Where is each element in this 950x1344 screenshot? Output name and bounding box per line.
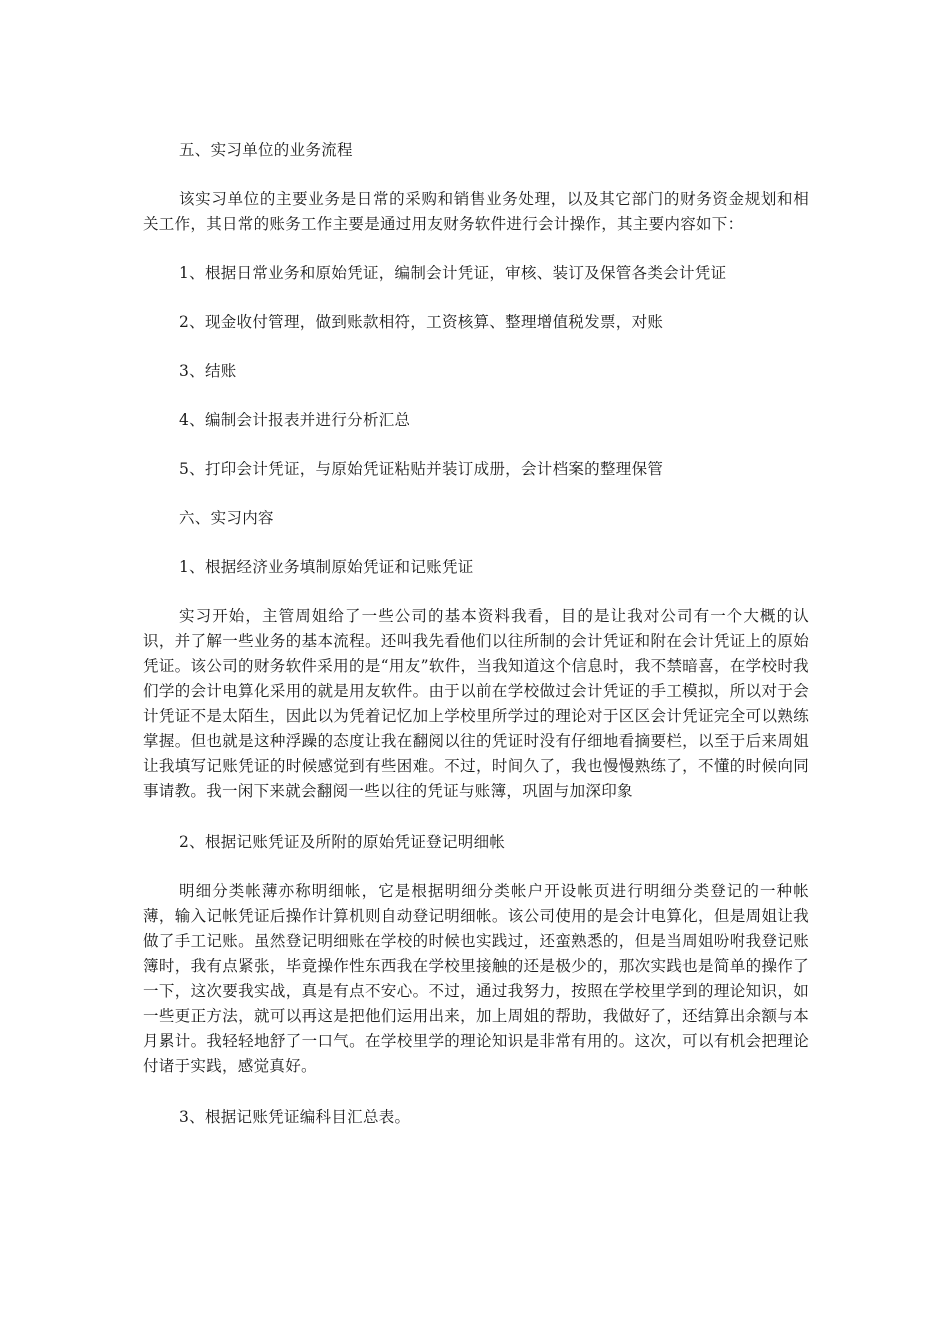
list-item-1: 1、根据日常业务和原始凭证，编制会计凭证，审核、装订及保管各类会计凭证 [179,264,727,282]
subheading-2: 2、根据记账凭证及所附的原始凭证登记明细帐 [179,833,506,851]
subheading-1: 1、根据经济业务填制原始凭证和记账凭证 [179,558,474,576]
list-item-2: 2、现金收付管理，做到账款相符，工资核算、整理增值税发票，对账 [179,313,664,331]
list-item-5: 5、打印会计凭证，与原始凭证粘贴并装订成册，会计档案的整理保管 [179,460,664,478]
subheading-3: 3、根据记账凭证编科目汇总表。 [179,1108,411,1126]
list-item-3: 3、结账 [179,362,237,380]
paragraph-business-overview: 该实习单位的主要业务是日常的采购和销售业务处理，以及其它部门的财务资金规划和相关工作，其日常的账务工作主要是通过用友财务软件进行会计操作，其主要内容如下： [143,190,809,233]
document-body [143,138,809,1154]
section-heading-5: 五、实习单位的业务流程 [179,141,353,159]
paragraph-vouchers: 实习开始，主管周姐给了一些公司的基本资料我看，目的是让我对公司有一个大概的认识，并了解一些业务的基本流程。还叫我先看他们以往所制的会计凭证和附在会计凭证上的原始凭证。该公司的财务软件采用的是“用友”软件，当我知道这个信息时，我不禁暗喜，在学校时我们学的会计电算化采用的就是用友软件。由于以前在学校做过会计凭证的手工模拟，所以对于会计凭证不是太陌生，因此以为凭着记忆加上学校里所学过的理论对于区区会计凭证完全可以熟练掌握。但也就是这种浮躁的态度让我在翻阅以往的凭证时没有仔细地看摘要栏，以至于后来周姐让我填写记账凭证的时候感觉到有些困难。不过，时间久了，我也慢慢熟练了，不懂的时候向同事请教。我一闲下来就会翻阅一些以往的凭证与账簿，巩固与加深印象 [143,607,809,800]
list-item-4: 4、编制会计报表并进行分析汇总 [179,411,411,429]
section-heading-6: 六、实习内容 [179,509,274,527]
paragraph-ledger: 明细分类帐薄亦称明细帐，它是根据明细分类帐户开设帐页进行明细分类登记的一种帐薄，输入记帐凭证后操作计算机则自动登记明细帐。该公司使用的是会计电算化，但是周姐让我做了手工记账。虽然登记明细账在学校的时候也实践过，还蛮熟悉的，但是当周姐吩咐我登记账簿时，我有点紧张，毕竟操作性东西我在学校里接触的还是极少的，那次实践也是简单的操作了一下，这次要我实战，真是有点不安心。不过，通过我努力，按照在学校里学到的理论知识，如一些更正方法，就可以再这是把他们运用出来，加上周姐的帮助，我做好了，还结算出余额与本月累计。我轻轻地舒了一口气。在学校里学的理论知识是非常有用的。这次，可以有机会把理论付诸于实践，感觉真好。 [143,882,809,1075]
